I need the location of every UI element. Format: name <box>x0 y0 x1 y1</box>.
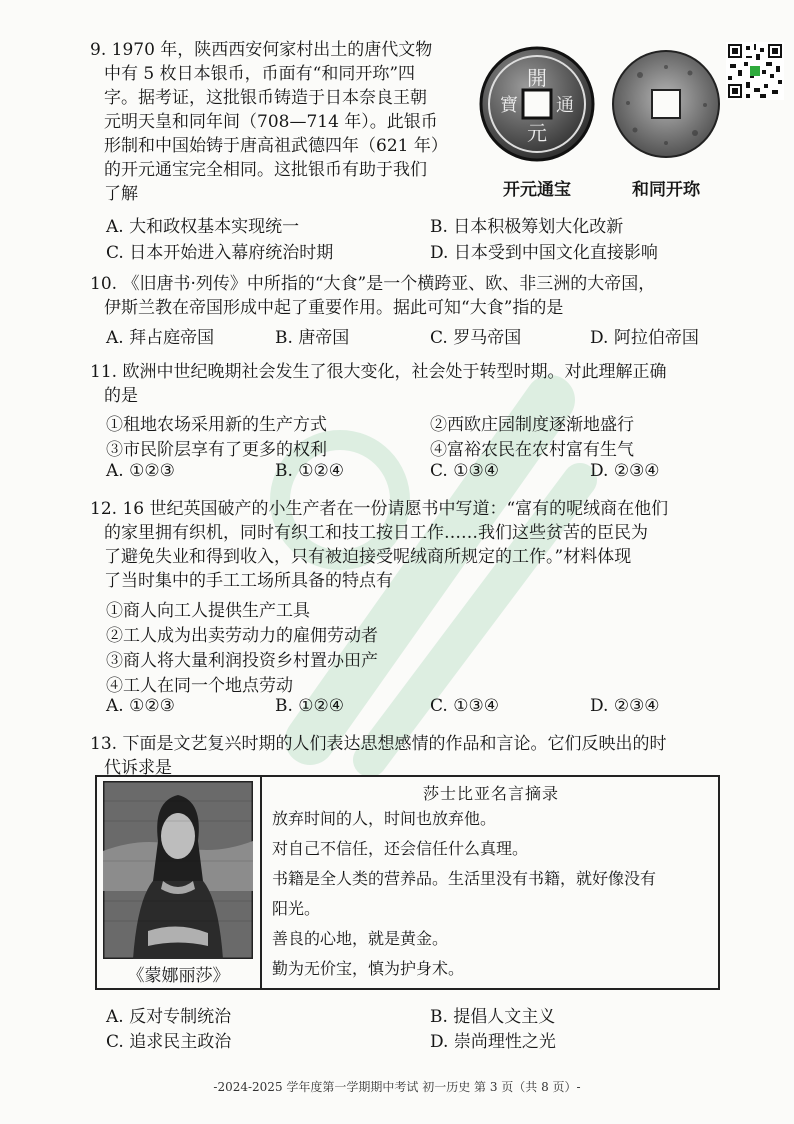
painting-cell <box>97 777 262 988</box>
qr-code <box>726 42 784 100</box>
q9-option-a: A. 大和政权基本实现统一 <box>106 217 300 237</box>
q12-item-3: ③商人将大量利润投资乡村置办田产 <box>106 651 378 671</box>
q11-option-a: A. ①②③ <box>106 461 175 481</box>
question-13 <box>90 732 666 780</box>
question-12 <box>90 497 668 593</box>
mona-lisa-image <box>103 781 253 959</box>
question-9-line: 的开元通宝完全相同。这批银币有助于我们 <box>104 160 427 180</box>
q12-option-d: D. ②③④ <box>590 696 660 716</box>
q12-option-a: A. ①②③ <box>106 696 175 716</box>
question-12-line: 12. 16 世纪英国破产的小生产者在一份请愿书中写道：“富有的呢绒商在他们 <box>90 499 669 519</box>
q12-item-1: ①商人向工人提供生产工具 <box>106 601 310 621</box>
coin-kaiyuan-figure <box>478 45 596 200</box>
question-9-line: 中有 5 枚日本银币，币面有“和同开珎”四 <box>104 64 416 84</box>
question-10-line: 伊斯兰教在帝国形成中起了重要作用。据此可知“大食”指的是 <box>104 298 564 318</box>
quotes-cell <box>264 777 718 988</box>
q9-option-b: B. 日本积极筹划大化改新 <box>430 217 624 237</box>
material-table <box>95 775 720 990</box>
q11-option-c: C. ①③④ <box>430 461 499 481</box>
q10-option-c: C. 罗马帝国 <box>430 328 522 348</box>
svg-text:通: 通 <box>556 95 574 116</box>
q9-option-c: C. 日本开始进入幕府统治时期 <box>106 243 334 263</box>
q12-item-4: ④工人在同一个地点劳动 <box>106 676 293 696</box>
question-9-line: 形制和中国始铸于唐高祖武德四年（621 年） <box>104 136 448 156</box>
question-9-line: 9. 1970 年，陕西西安何家村出土的唐代文物 <box>90 40 433 60</box>
svg-text:元: 元 <box>527 121 547 145</box>
quote-line: 勤为无价宝，慎为护身术。 <box>272 959 465 978</box>
question-11-line: 11. 欧洲中世纪晚期社会发生了很大变化，社会处于转型时期。对此理解正确 <box>90 362 667 382</box>
question-9 <box>90 38 448 206</box>
coin-kaiyuan-label: 开元通宝 <box>503 180 571 200</box>
question-10-line: 10. 《旧唐书·列传》中所指的“大食”是一个横跨亚、欧、非三洲的大帝国， <box>90 274 656 294</box>
coin-wado-figure <box>610 45 722 200</box>
q10-option-b: B. 唐帝国 <box>275 328 350 348</box>
painting-caption: 《蒙娜丽莎》 <box>127 966 230 986</box>
quote-line: 放弃时间的人，时间也放弃他。 <box>272 809 497 828</box>
q11-item-4: ④富裕农民在农村富有生气 <box>430 440 634 460</box>
q12-item-2: ②工人成为出卖劳动力的雇佣劳动者 <box>106 626 378 646</box>
q12-option-c: C. ①③④ <box>430 696 499 716</box>
q12-option-b: B. ①②④ <box>275 696 345 716</box>
svg-text:開: 開 <box>527 66 547 90</box>
q11-item-3: ③市民阶层享有了更多的权利 <box>106 440 327 460</box>
question-13-line: 代诉求是 <box>104 758 172 778</box>
quote-line: 书籍是全人类的营养品。生活里没有书籍，就好像没有 <box>272 869 657 888</box>
question-11-line: 的是 <box>104 386 138 406</box>
quotes-title: 莎士比亚名言摘录 <box>422 784 559 803</box>
q13-option-a: A. 反对专制统治 <box>106 1007 232 1027</box>
svg-text:寶: 寶 <box>500 95 518 116</box>
coin-wado-image <box>610 45 722 163</box>
quote-line: 对自己不信任，还会信任什么真理。 <box>272 839 529 858</box>
question-10 <box>90 272 655 320</box>
question-12-line: 的家里拥有织机，同时有织工和技工按日工作……我们这些贫苦的臣民为 <box>104 523 648 543</box>
question-9-line: 了解 <box>104 184 138 204</box>
question-13-line: 13. 下面是文艺复兴时期的人们表达思想感情的作品和言论。它们反映出的时 <box>90 734 667 754</box>
q13-option-b: B. 提倡人文主义 <box>430 1007 556 1027</box>
q10-option-a: A. 拜占庭帝国 <box>106 328 215 348</box>
q11-option-d: D. ②③④ <box>590 461 660 481</box>
q13-option-c: C. 追求民主政治 <box>106 1032 232 1052</box>
question-12-line: 了避免失业和得到收入，只有被迫接受呢绒商所规定的工作。”材料体现 <box>104 547 632 567</box>
coin-wado-label: 和同开珎 <box>632 180 700 200</box>
question-9-line: 字。据考证，这批银币铸造于日本奈良王朝 <box>104 88 427 108</box>
q11-item-2: ②西欧庄园制度逐渐地盛行 <box>430 415 634 435</box>
q9-option-d: D. 日本受到中国文化直接影响 <box>430 243 658 263</box>
q11-item-1: ①租地农场采用新的生产方式 <box>106 415 327 435</box>
question-12-line: 了当时集中的手工工场所具备的特点有 <box>104 571 393 591</box>
question-11 <box>90 360 666 408</box>
quote-line: 阳光。 <box>272 899 321 918</box>
question-9-line: 元明天皇和同年间（708—714 年）。此银币 <box>104 112 438 132</box>
q10-option-d: D. 阿拉伯帝国 <box>590 328 699 348</box>
coin-kaiyuan-image <box>478 45 596 163</box>
q11-option-b: B. ①②④ <box>275 461 345 481</box>
quote-line: 善良的心地，就是黄金。 <box>272 929 449 948</box>
page-footer: -2024-2025 学年度第一学期期中考试 初一历史 第 3 页（共 8 页）- <box>213 1080 581 1094</box>
q13-option-d: D. 崇尚理性之光 <box>430 1032 556 1052</box>
